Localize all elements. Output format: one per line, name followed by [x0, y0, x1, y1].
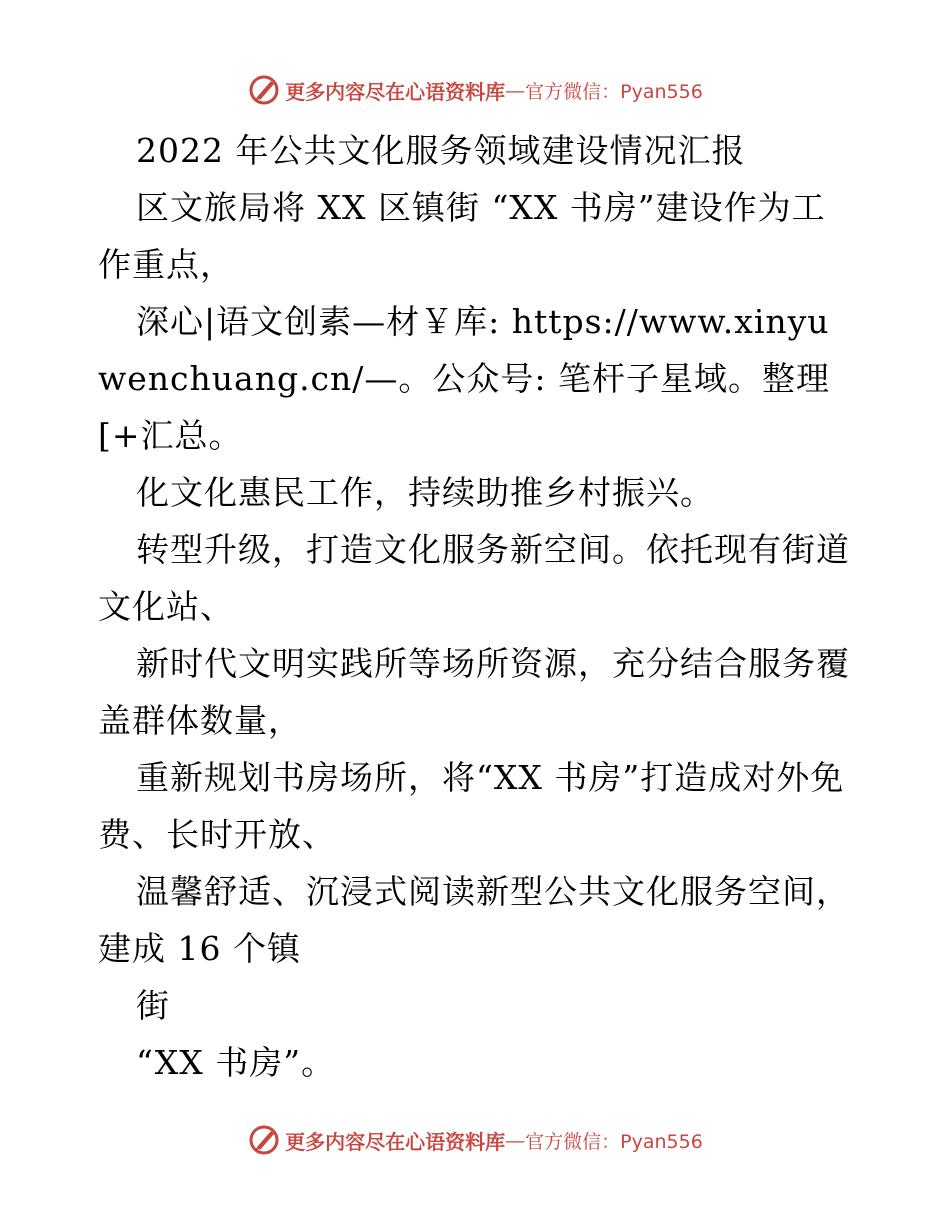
paragraph: “XX 书房”。: [136, 1043, 336, 1082]
document-body: [98, 122, 858, 1091]
paragraph: 街: [136, 986, 170, 1025]
paragraph: 转型升级，打造文化服务新空间。依托现有街道文化站、: [98, 530, 850, 626]
paragraph: 深心|语文创素—材￥库: https://www.xinyuwenchuang.cn/—。公众号: 笔杆子星域。整理[+汇总。: [98, 302, 831, 455]
document-title: 2022 年公共文化服务领域建设情况汇报: [136, 131, 746, 170]
paragraph: 区文旅局将 XX 区镇街 “XX 书房”建设作为工作重点，: [98, 188, 826, 284]
paragraph: 温馨舒适、沉浸式阅读新型公共文化服务空间，建成 16 个镇: [98, 872, 850, 968]
banner-main-text: 更多内容尽在心语资料库: [285, 79, 506, 104]
paragraph: 新时代文明实践所等场所资源，充分结合服务覆盖群体数量，: [98, 644, 850, 740]
banner-separator: —: [505, 1128, 526, 1152]
quill-circle-logo-icon: [247, 1123, 281, 1157]
header-banner: [0, 70, 950, 110]
paragraph: 化文化惠民工作，持续助推乡村振兴。: [136, 473, 714, 512]
paragraph: 重新规划书房场所，将“XX 书房”打造成对外免费、长时开放、: [98, 758, 845, 854]
footer-banner: [0, 1120, 950, 1160]
quill-circle-logo-icon: [247, 73, 281, 107]
banner-separator: —: [505, 78, 526, 102]
banner-main-text: 更多内容尽在心语资料库: [285, 1129, 506, 1154]
banner-wechat-text: 官方微信：Pyan556: [525, 1130, 703, 1153]
banner-wechat-text: 官方微信：Pyan556: [525, 80, 703, 103]
